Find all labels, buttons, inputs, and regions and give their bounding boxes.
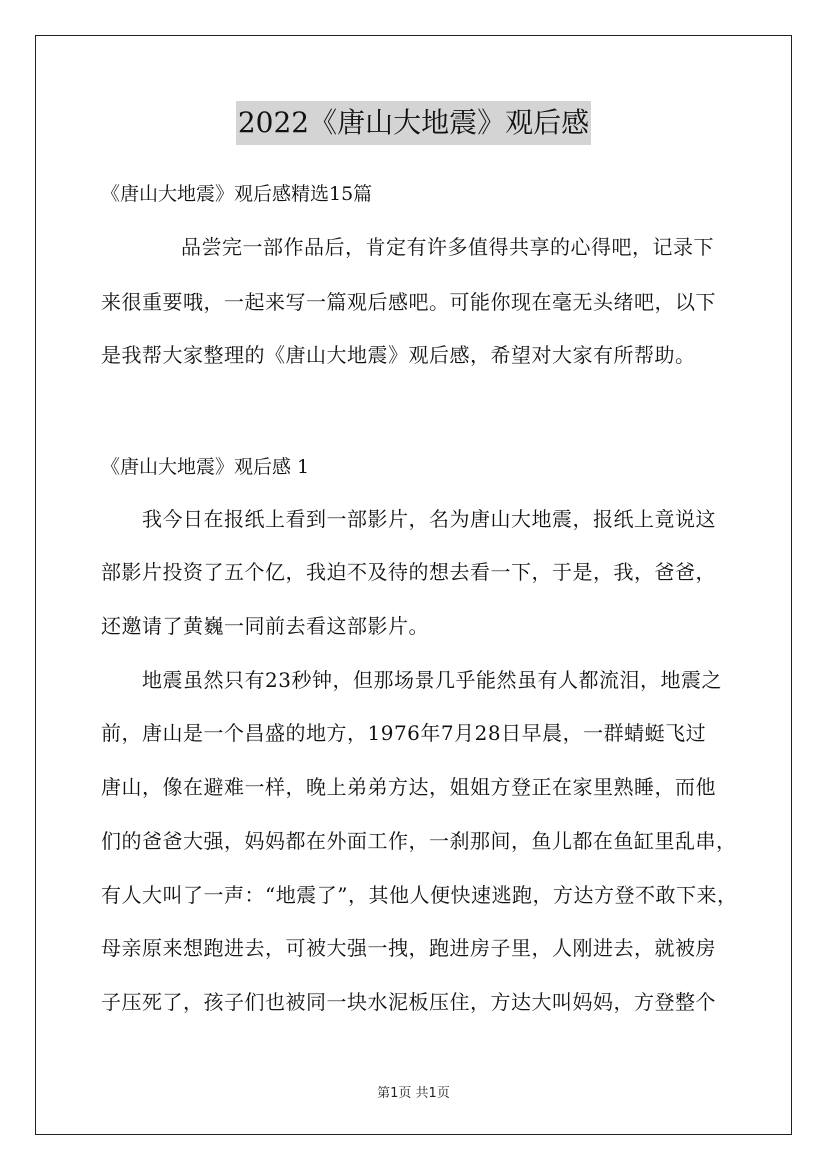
- paragraph2-line-2: 前，唐山是一个昌盛的地方，1976年7月28日早晨，一群蜻蜓飞过: [101, 721, 707, 745]
- paragraph2-line-1: 地震虽然只有23秒钟，但那场景几乎能然虽有人都流泪，地震之: [142, 668, 722, 692]
- paragraph2-line-5: 有人大叫了一声：“地震了”，其他人便快速逃跑，方达方登不敢下来，: [101, 883, 738, 907]
- paragraph2-line-7: 子压死了，孩子们也被同一块水泥板压住，方达大叫妈妈，方登整个: [101, 990, 716, 1014]
- document-title: 2022《唐山大地震》观后感: [236, 101, 591, 145]
- intro-line-2: 来很重要哦，一起来写一篇观后感吧。可能你现在毫无头绪吧，以下: [101, 290, 716, 314]
- paragraph1-line-1: 我今日在报纸上看到一部影片，名为唐山大地震，报纸上竟说这: [142, 507, 716, 531]
- page-footer: 第1页 共1页: [377, 1086, 450, 1101]
- document-title-wrapper: [0, 101, 827, 145]
- intro-line-3: 是我帮大家整理的《唐山大地震》观后感，希望对大家有所帮助。: [101, 343, 696, 367]
- document-subtitle: 《唐山大地震》观后感精选15篇: [101, 183, 373, 205]
- paragraph2-line-6: 母亲原来想跑进去，可被大强一拽，跑进房子里，人刚进去，就被房: [101, 936, 716, 960]
- section-heading: 《唐山大地震》观后感 1: [101, 456, 310, 478]
- paragraph1-line-3: 还邀请了黄巍一同前去看这部影片。: [101, 614, 429, 638]
- intro-line-1: 品尝完一部作品后，肯定有许多值得共享的心得吧，记录下: [181, 235, 714, 259]
- paragraph2-line-4: 们的爸爸大强，妈妈都在外面工作，一刹那间，鱼儿都在鱼缸里乱串，: [101, 829, 737, 853]
- paragraph1-line-2: 部影片投资了五个亿，我迫不及待的想去看一下，于是，我，爸爸，: [101, 560, 716, 584]
- paragraph2-line-3: 唐山，像在避难一样，晚上弟弟方达，姐姐方登正在家里熟睡，而他: [101, 775, 716, 799]
